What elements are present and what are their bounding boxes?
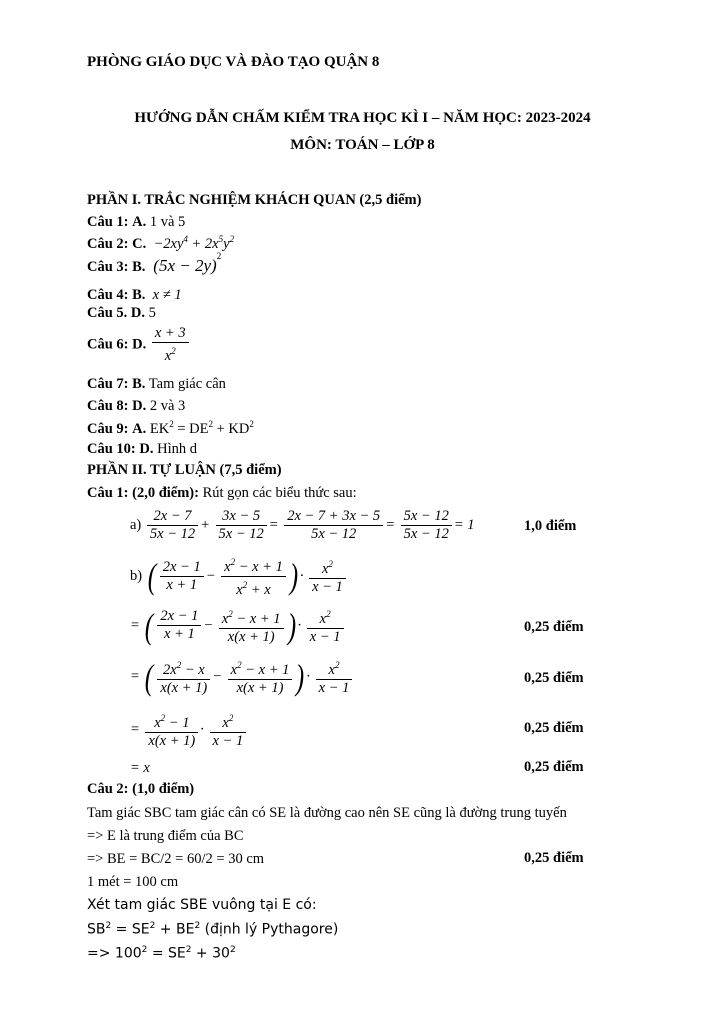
q1b-expression: b) ( $\frac{2x - 1}{x + 1}$ − $\frac{x^2 - x + 1}{x^2 + x}$ ) · $\frac{x^2}{x - 1}$: [130, 554, 348, 599]
q2-heading: Câu 2: (1,0 điểm): [87, 781, 195, 797]
q2-line-4: 1 mét = 100 cm: [87, 874, 179, 890]
answer-7: Câu 7: B. Tam giác cân: [87, 376, 226, 392]
part1-heading: PHẦN I. TRẮC NGHIỆM KHÁCH QUAN (2,5 điểm): [87, 192, 422, 208]
q2-line-2: => E là trung điểm của BC: [87, 828, 244, 844]
q1b-step-1: = ( $\frac{2x - 1}{x + 1}$ − $\frac{x^2 - x + 1}{x(x + 1)}$ ) · $\frac{x^2}{x - 1}$: [130, 606, 346, 646]
answer-4: Câu 4: B. x ≠ 1: [87, 287, 182, 303]
answer-8: Câu 8: D. 2 và 3: [87, 398, 186, 414]
q1b-step-2: = ( $\frac{2x^2 - x}{x(x + 1)}$ − $\frac{x^2 - x + 1}{x(x + 1)}$ ) · $\frac{x^2}{x - 1}$: [130, 657, 354, 697]
answer-10: Câu 10: D. Hình d: [87, 441, 197, 457]
document-title: HƯỚNG DẪN CHẤM KIỂM TRA HỌC KÌ I – NĂM HỌC: 2023-2024: [134, 110, 591, 126]
q1b-result-score: 0,25 điểm: [524, 759, 584, 775]
answer-6: Câu 6: D. $\frac{x + 3}{x^2}$: [87, 325, 191, 365]
part2-heading: PHẦN II. TỰ LUẬN (7,5 điểm): [87, 462, 282, 478]
q2-score: 0,25 điểm: [524, 850, 584, 866]
department-name: PHÒNG GIÁO DỤC VÀ ĐÀO TẠO QUẬN 8: [87, 54, 380, 70]
q1b-step-3: = $\frac{x^2 - 1}{x(x + 1)}$ · $\frac{x^2}{x - 1}$: [130, 710, 248, 750]
q1b-step-2-score: 0,25 điểm: [524, 670, 584, 686]
q1b-step-3-score: 0,25 điểm: [524, 720, 584, 736]
q1b-step-1-score: 0,25 điểm: [524, 619, 584, 635]
answer-1: Câu 1: A. 1 và 5: [87, 214, 186, 230]
answer-3: Câu 3: B. $(5x - 2y)^2$: [87, 251, 222, 275]
q2-line-5: Xét tam giác SBE vuông tại E có:: [87, 897, 317, 913]
answer-9: Câu 9: A. $EK^2 = DE^2 + KD^2$: [87, 419, 254, 437]
q1b-result: = x: [130, 760, 150, 776]
answer-2: Câu 2: C. $-2xy^4 + 2x^5y^2$: [87, 234, 235, 252]
q2-line-6: $SB^2 = SE^2 + BE^2$ (định lý Pythagore): [87, 921, 339, 938]
answer-5: Câu 5. D. 5: [87, 305, 156, 321]
q1a-score: 1,0 điểm: [524, 518, 577, 534]
q1-heading: Câu 1: (2,0 điểm): Rút gọn các biểu thức sau:: [87, 485, 357, 501]
q1a-expression: a) $\frac{2x - 7}{5x - 12}$ + $\frac{3x - 5}{5x - 12}$ = $\frac{2x - 7 + 3x - 5}{5x - 12}$ = $\frac{5x - 12}{5x - 12}$ = 1: [130, 508, 475, 542]
subject-line: MÔN: TOÁN – LỚP 8: [290, 137, 435, 153]
q2-line-3: => BE = BC/2 = 60/2 = 30 cm: [87, 851, 265, 867]
q2-line-1: Tam giác SBC tam giác cân có SE là đường cao nên SE cũng là đường trung tuyến: [87, 805, 567, 821]
q2-line-7: => $100^2 = SE^2 + 30^2$: [87, 945, 236, 962]
